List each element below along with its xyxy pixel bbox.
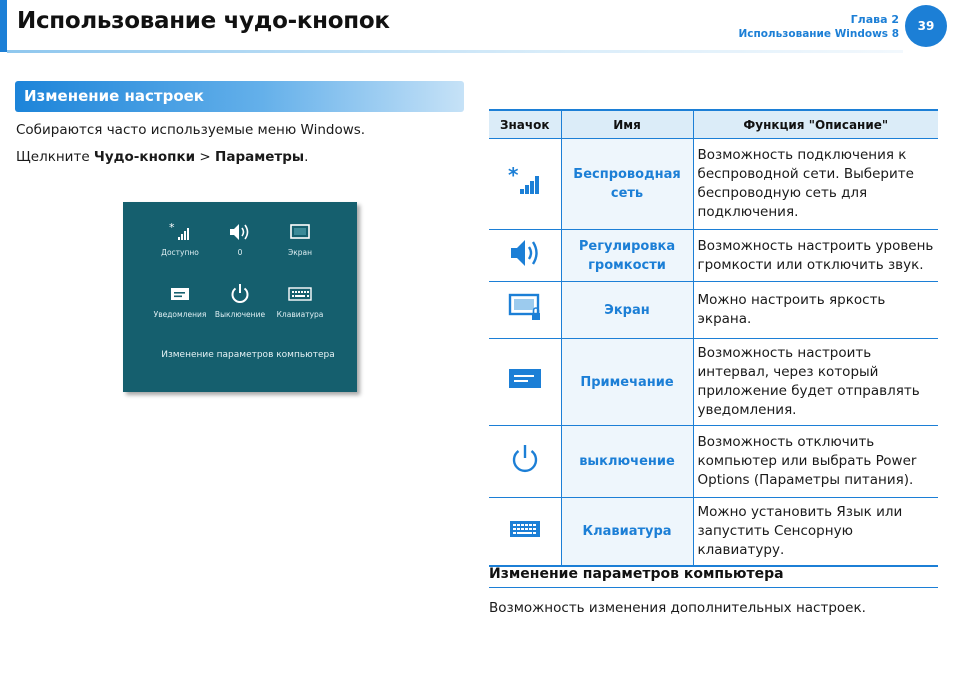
instruction-prefix: Щелкните [16, 149, 94, 165]
keyboard-icon [265, 280, 335, 308]
panel-tile-label: Клавиатура [276, 310, 324, 319]
table-header-row [489, 110, 938, 139]
svg-text:*: * [507, 166, 519, 187]
section-title: Изменение настроек [24, 87, 204, 105]
instruction-charms: Чудо-кнопки [93, 149, 196, 165]
settings-panel-screenshot [123, 202, 357, 392]
table-row [489, 139, 938, 230]
table-cell-description: Возможность отключить компьютер или выбрать Power Options (Параметры питания). [693, 426, 938, 498]
section-heading-bar [15, 81, 464, 112]
table-row [489, 230, 938, 282]
table-cell-name: выключение [561, 426, 693, 498]
panel-tile-label: 0 [237, 248, 243, 257]
subsection-title: Изменение параметров компьютера [489, 566, 784, 582]
table-cell-icon [489, 139, 561, 230]
table-cell-description: Возможность подключения к беспроводной сети. Выберите беспроводную сеть для подключения. [693, 139, 938, 230]
table-cell-name: Клавиатура [561, 498, 693, 567]
table-cell-name: Экран [561, 282, 693, 339]
panel-tile-label: Доступно [161, 248, 199, 257]
table-row [489, 426, 938, 498]
column-header-description: Функция "Описание" [693, 110, 938, 139]
svg-text:*: * [169, 222, 175, 234]
column-header-name: Имя [561, 110, 693, 139]
charms-table [489, 109, 938, 567]
table-cell-icon [489, 282, 561, 339]
change-pc-settings-link[interactable]: Изменение параметров компьютера [161, 350, 335, 360]
header-divider [7, 50, 903, 53]
page-number-badge: 39 [905, 5, 947, 47]
table-cell-icon [489, 498, 561, 567]
page-title: Использование чудо-кнопок [17, 8, 390, 34]
table-cell-description: Можно настроить яркость экрана. [693, 282, 938, 339]
keyboard-icon [509, 527, 541, 543]
instruction-separator: > [195, 149, 216, 165]
table-row [489, 282, 938, 339]
panel-tile-label: Уведомления [153, 310, 207, 319]
panel-tile-label: Выключение [214, 310, 266, 319]
table-cell-icon [489, 426, 561, 498]
table-cell-name: Примечание [561, 339, 693, 426]
panel-tile-label: Экран [287, 248, 313, 257]
table-cell-name: Регулировка громкости [561, 230, 693, 282]
column-header-icon: Значок [489, 110, 561, 139]
chapter-subtitle: Использование Windows 8 [738, 28, 899, 40]
table-row [489, 339, 938, 426]
header-accent-bar [0, 0, 7, 52]
chapter-info [738, 12, 899, 42]
table-cell-description: Можно установить Язык или запустить Сенсорную клавиатуру. [693, 498, 938, 567]
volume-icon [508, 258, 542, 274]
subsection-text: Возможность изменения дополнительных настроек. [489, 600, 866, 616]
power-icon [509, 463, 541, 479]
wireless-icon [507, 166, 542, 200]
screen-icon [508, 310, 542, 326]
chapter-label: Глава 2 [850, 13, 899, 26]
instruction-text [16, 149, 308, 165]
instruction-settings: Параметры [215, 149, 305, 165]
table-cell-icon [489, 230, 561, 282]
notification-icon [508, 379, 542, 395]
screen-icon [265, 218, 335, 246]
table-cell-name: Беспроводная сеть [561, 139, 693, 230]
table-cell-description: Возможность настроить интервал, через который приложение будет отправлять уведомления. [693, 339, 938, 426]
table-row [489, 498, 938, 567]
intro-text: Собираются часто используемые меню Windows. [16, 122, 366, 138]
panel-tile-keyboard[interactable] [265, 280, 335, 319]
instruction-suffix: . [304, 149, 309, 165]
subsection-divider [489, 587, 938, 588]
panel-tile-screen[interactable] [265, 218, 335, 257]
table-cell-description: Возможность настроить уровень громкости или отключить звук. [693, 230, 938, 282]
table-cell-icon [489, 339, 561, 426]
